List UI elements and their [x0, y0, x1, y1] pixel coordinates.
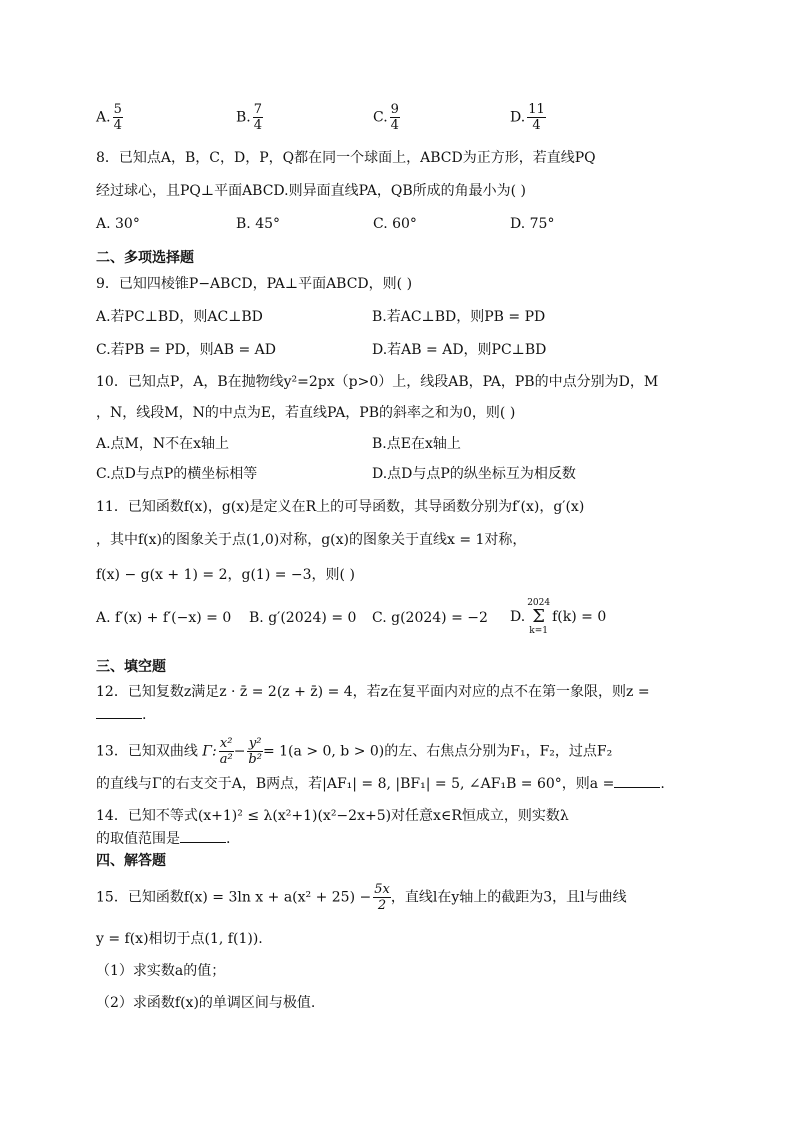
- answer-blank[interactable]: [96, 704, 142, 719]
- q11-option-a: A. f′(x) + f′(−x) = 0: [96, 610, 232, 626]
- q9-option-a: A.若PC⊥BD，则AC⊥BD: [96, 309, 263, 325]
- summation: 2024 Σ k=1: [527, 598, 551, 636]
- q14-stem-line2: 的取值范围是 .: [96, 828, 230, 849]
- q8-option-d: D. 75°: [510, 216, 555, 232]
- fraction: $\frac{5}{4}$: [113, 102, 122, 133]
- summation-expr: f(k) = 0: [552, 609, 607, 625]
- option-label: C.: [373, 109, 388, 126]
- q10-option-d: D.点D与点P的纵坐标互为相反数: [372, 466, 576, 482]
- q8-stem-line1: 8．已知点A，B，C，D，P，Q都在同一个球面上，ABCD为正方形，若直线PQ: [96, 150, 596, 166]
- q8-option-c: C. 60°: [373, 216, 417, 232]
- answer-blank[interactable]: [180, 828, 226, 843]
- q11-option-b: B. g′(2024) = 0: [249, 610, 357, 626]
- q11-option-d: [510, 598, 606, 636]
- q9-stem: 9．已知四棱锥P−ABCD，PA⊥平面ABCD，则( ): [96, 276, 413, 292]
- q11-stem-line2: ，其中f(x)的图象关于点(1,0)对称，g(x)的图象关于直线x = 1对称，: [96, 532, 527, 548]
- fraction: $\frac{5x}{2}$: [374, 882, 390, 913]
- q8-stem-line2: 经过球心，且PQ⊥平面ABCD.则异面直线PA，QB所成的角最小为( ): [96, 183, 526, 199]
- option-label: D.: [510, 609, 526, 625]
- section-heading-answer: 四、解答题: [96, 853, 166, 869]
- q11-stem-line3: f(x) − g(x + 1) = 2，g(1) = −3，则( ): [96, 567, 355, 583]
- fraction: $\frac{\text{y²}}{\text{b²}}$: [248, 736, 262, 767]
- q14-stem-line1: 14．已知不等式(x+1)² ≤ λ(x²+1)(x²−2x+5)对任意x∈R恒成立，则实数λ: [96, 808, 569, 824]
- q15-sub2: （2）求函数f(x)的单调区间与极值.: [96, 995, 316, 1011]
- option-label: A.: [96, 109, 111, 126]
- section-heading-multiple-choice: 二、多项选择题: [96, 250, 194, 266]
- q15-stem-line1: 15．已知函数f(x) = 3ln x + a(x² + 25) − $\frac{5x}{2}$ ，直线l在y轴上的截距为3，且l与曲线: [96, 882, 627, 913]
- q13-stem-line2: 的直线与Γ的右支交于A，B两点，若|AF₁| = 8, |BF₁| = 5, ∠AF₁B = 60°，则a = .: [96, 773, 665, 794]
- q13-stem-line1: 13．已知双曲线 Γ: $\frac{\text{x²}}{\text{a²}}$ − $\frac{\text{y²}}{\text{b²}}$ = 1(a > 0, b > 0)的左、右焦点分别为F₁，F₂，过点F₂: [96, 736, 613, 767]
- q9-option-d: D.若AB = AD，则PC⊥BD: [372, 342, 547, 358]
- q12-stem-line1: 12．已知复数z满足z · z̄ = 2(z + z̄) = 4，若z在复平面内对应的点不在第一象限，则z =: [96, 684, 650, 700]
- q15-stem-line2: y = f(x)相切于点(1, f(1)).: [96, 931, 263, 947]
- fraction: $\frac{11}{4}$: [528, 102, 545, 133]
- q10-stem-line1: 10．已知点P，A，B在抛物线y²=2px（p>0）上，线段AB，PA，PB的中点分别为D，M: [96, 374, 659, 390]
- q11-option-c: C. g(2024) = −2: [372, 610, 488, 626]
- q11-stem-line1: 11．已知函数f(x)，g(x)是定义在R上的可导函数，其导函数分别为f′(x)，g′(x): [96, 499, 585, 515]
- q7-option-b: [236, 102, 263, 133]
- q10-stem-line2: ，N，线段M，N的中点为E，若直线PA，PB的斜率之和为0，则( ): [96, 405, 516, 421]
- q10-option-a: A.点M，N不在x轴上: [96, 436, 230, 452]
- answer-blank[interactable]: [614, 773, 660, 788]
- q7-option-d: [510, 102, 546, 133]
- q7-option-c: [373, 102, 400, 133]
- option-label: D.: [510, 109, 526, 126]
- option-label: B.: [236, 109, 251, 126]
- q12-answer-line: .: [96, 704, 146, 725]
- fraction: $\frac{\text{x²}}{\text{a²}}$: [219, 736, 233, 767]
- q10-option-c: C.点D与点P的横坐标相等: [96, 466, 258, 482]
- fraction: $\frac{9}{4}$: [390, 102, 399, 133]
- q9-option-b: B.若AC⊥BD，则PB = PD: [372, 309, 546, 325]
- q10-option-b: B.点E在x轴上: [372, 436, 461, 452]
- q9-option-c: C.若PB = PD，则AB = AD: [96, 342, 277, 358]
- fraction: $\frac{7}{4}$: [253, 102, 263, 133]
- section-heading-fill-in: 三、填空题: [96, 659, 166, 675]
- q7-option-a: [96, 102, 123, 133]
- q8-option-b: B. 45°: [236, 216, 281, 232]
- q15-sub1: （1）求实数a的值；: [96, 963, 226, 979]
- q8-option-a: A. 30°: [96, 216, 140, 232]
